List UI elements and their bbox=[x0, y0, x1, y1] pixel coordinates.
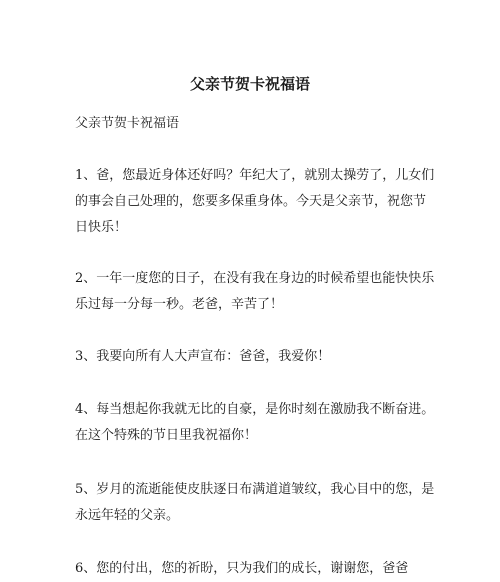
paragraph-5: 5、岁月的流逝能使皮肤逐日布满道道皱纹，我心目中的您，是永远年轻的父亲。 bbox=[75, 482, 435, 523]
page-subtitle: 父亲节贺卡祝福语 bbox=[75, 116, 180, 131]
paragraph-6: 6、您的付出，您的祈盼，只为我们的成长，谢谢您，爸爸 bbox=[75, 561, 409, 576]
paragraph-3: 3、我要向所有人大声宣布：爸爸，我爱你！ bbox=[75, 349, 331, 364]
paragraph-4: 4、每当想起你我就无比的自豪，是你时刻在激励我不断奋进。在这个特殊的节日里我祝福你！ bbox=[75, 402, 435, 443]
paragraph-1: 1、爸，您最近身体还好吗？年纪大了，就别太操劳了，儿女们的事会自己处理的，您要多保重身体。今天是父亲节，祝您节日快乐！ bbox=[75, 168, 435, 235]
paragraph-2: 2、一年一度您的日子，在没有我在身边的时候希望也能快快乐乐过每一分每一秒。老爸，辛苦了！ bbox=[75, 271, 435, 312]
page-title: 父亲节贺卡祝福语 bbox=[189, 75, 310, 93]
